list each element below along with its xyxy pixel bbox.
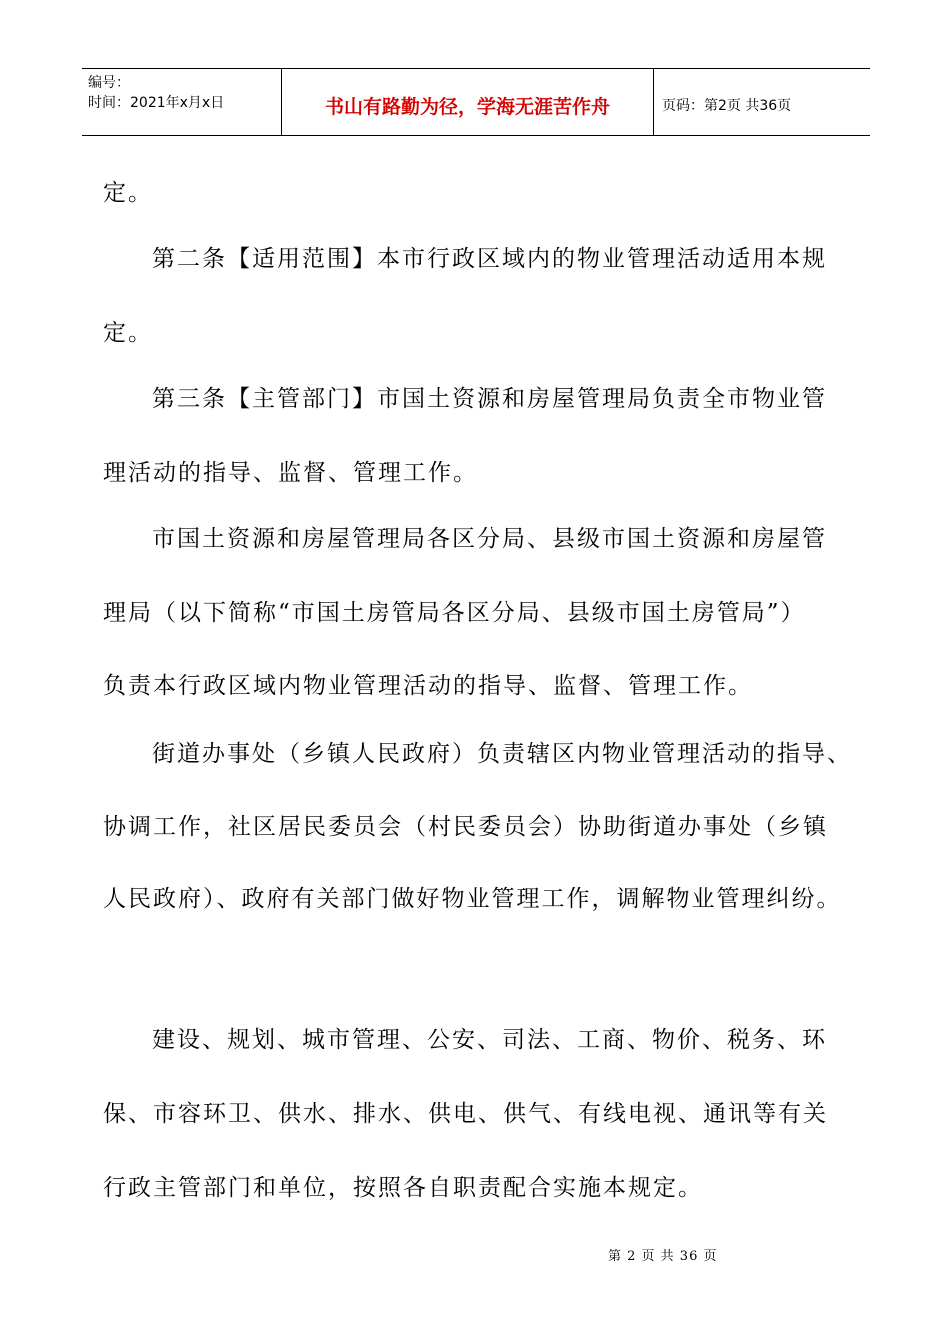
body-line: 建设、规划、城市管理、公安、司法、工商、物价、税务、环: [152, 1027, 827, 1053]
body-line: 保、市容环卫、供水、排水、供电、供气、有线电视、通讯等有关: [103, 1101, 828, 1127]
body-line: 第三条【主管部门】市国土资源和房屋管理局负责全市物业管: [152, 386, 827, 412]
body-line: 第二条【适用范围】本市行政区域内的物业管理活动适用本规: [152, 246, 827, 272]
body-line: 定。: [103, 180, 153, 206]
body-line: 理局（以下简称“市国土房管局各区分局、县级市国土房管局”）: [103, 600, 806, 626]
header-page-label: 页码：第2页 共36页: [662, 98, 792, 114]
body-line: 负责本行政区域内物业管理活动的指导、监督、管理工作。: [103, 673, 753, 699]
time-label: 时间：2021年x月x日: [88, 95, 225, 111]
body-line: 定。: [103, 320, 153, 346]
page-footer: 第 2 页 共 36 页: [608, 1249, 718, 1264]
number-label: 编号：: [88, 75, 130, 91]
body-line: 人民政府）、政府有关部门做好物业管理工作，调解物业管理纠纷。: [103, 886, 842, 912]
body-line: 街道办事处（乡镇人民政府）负责辖区内物业管理活动的指导、: [152, 741, 852, 767]
body-line: 行政主管部门和单位，按照各自职责配合实施本规定。: [103, 1175, 703, 1201]
page-header: [82, 68, 870, 136]
header-meta: [82, 69, 282, 135]
header-motto: 书山有路勤为径，学海无涯苦作舟: [282, 69, 654, 135]
body-line: 协调工作，社区居民委员会（村民委员会）协助街道办事处（乡镇: [103, 814, 828, 840]
body-line: 市国土资源和房屋管理局各区分局、县级市国土资源和房屋管: [152, 526, 827, 552]
body-line: 理活动的指导、监督、管理工作。: [103, 460, 478, 486]
